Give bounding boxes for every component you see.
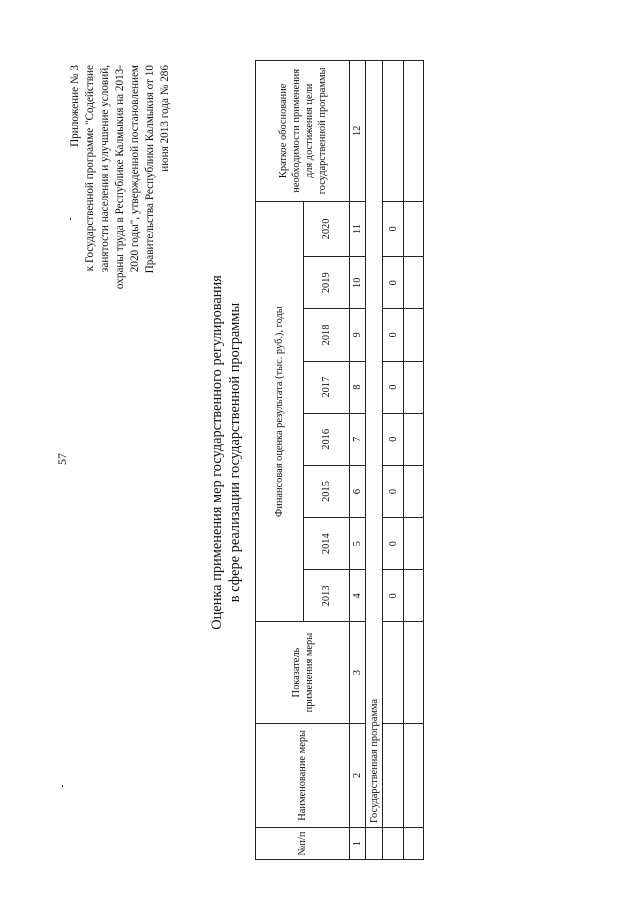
col-number: 5 (350, 518, 366, 570)
appendix-line: охраны труда в Республике Калмыкия на 2013- (114, 65, 126, 290)
col-number: 8 (350, 361, 366, 413)
header-num: №п/п (256, 828, 350, 860)
table-cell (383, 61, 404, 202)
table-cell (404, 201, 424, 256)
header-name: Наименование меры (256, 723, 350, 827)
value-cell: 0 (383, 570, 404, 622)
table-cell (404, 61, 424, 202)
appendix-line: июня 2013 года № 286 (159, 65, 171, 172)
appendix-line: занятости населения и улучшение условий, (99, 65, 111, 273)
appendix-line: 2020 годы", утвержденной постановлением (129, 65, 141, 273)
assessment-table (255, 60, 423, 860)
header-year: 2019 (304, 257, 350, 309)
scan-speck (70, 218, 71, 220)
page-number: 57 (55, 453, 69, 465)
table-row (383, 61, 404, 860)
header-indicator: Показатель применения меры (256, 622, 350, 723)
col-number: 1 (350, 828, 366, 860)
scan-speck (62, 785, 63, 787)
col-number: 3 (350, 622, 366, 723)
table-cell (404, 465, 424, 517)
table-cell (404, 309, 424, 361)
table-cell (404, 723, 424, 827)
col-number: 9 (350, 309, 366, 361)
appendix-line: к Государственной программе "Содействие (84, 65, 96, 272)
header-finance-group: Финансовая оценка результата (тыс. руб.), годы (256, 201, 304, 622)
table-row (404, 61, 424, 860)
table-cell (404, 570, 424, 622)
table-cell (404, 361, 424, 413)
table-cell (383, 622, 404, 723)
value-cell: 0 (383, 201, 404, 256)
header-year: 2015 (304, 465, 350, 517)
header-year: 2017 (304, 361, 350, 413)
col-number: 2 (350, 723, 366, 827)
header-year: 2013 (304, 570, 350, 622)
document-title (208, 0, 244, 905)
value-cell: 0 (383, 518, 404, 570)
value-cell: 0 (383, 465, 404, 517)
header-justification: Краткое обоснование необходимости применения для достижения цели государственной программы (256, 61, 350, 202)
value-cell: 0 (383, 413, 404, 465)
section-label: Государственная программа (366, 61, 383, 828)
title-line: Оценка применения мер государственного регулирования (209, 275, 225, 630)
col-number: 4 (350, 570, 366, 622)
table-cell (404, 828, 424, 860)
section-row (366, 61, 383, 860)
value-cell: 0 (383, 309, 404, 361)
value-cell: 0 (383, 361, 404, 413)
col-number: 12 (350, 61, 366, 202)
title-line: в сфере реализации государственной программы (227, 302, 243, 603)
col-number: 10 (350, 257, 366, 309)
column-numbers-row (350, 61, 366, 860)
appendix-note (68, 65, 173, 305)
table-cell (366, 828, 383, 860)
header-year: 2014 (304, 518, 350, 570)
col-number: 7 (350, 413, 366, 465)
appendix-line: Правительства Республики Калмыкия от 10 (144, 65, 156, 274)
value-cell: 0 (383, 257, 404, 309)
table-cell (404, 518, 424, 570)
header-year: 2018 (304, 309, 350, 361)
table-cell (404, 257, 424, 309)
header-year: 2016 (304, 413, 350, 465)
header-year: 2020 (304, 201, 350, 256)
table-cell (383, 723, 404, 827)
table-cell (404, 413, 424, 465)
col-number: 6 (350, 465, 366, 517)
col-number: 11 (350, 201, 366, 256)
appendix-line: Приложение № 3 (69, 65, 81, 147)
table-cell (383, 828, 404, 860)
table-cell (404, 622, 424, 723)
